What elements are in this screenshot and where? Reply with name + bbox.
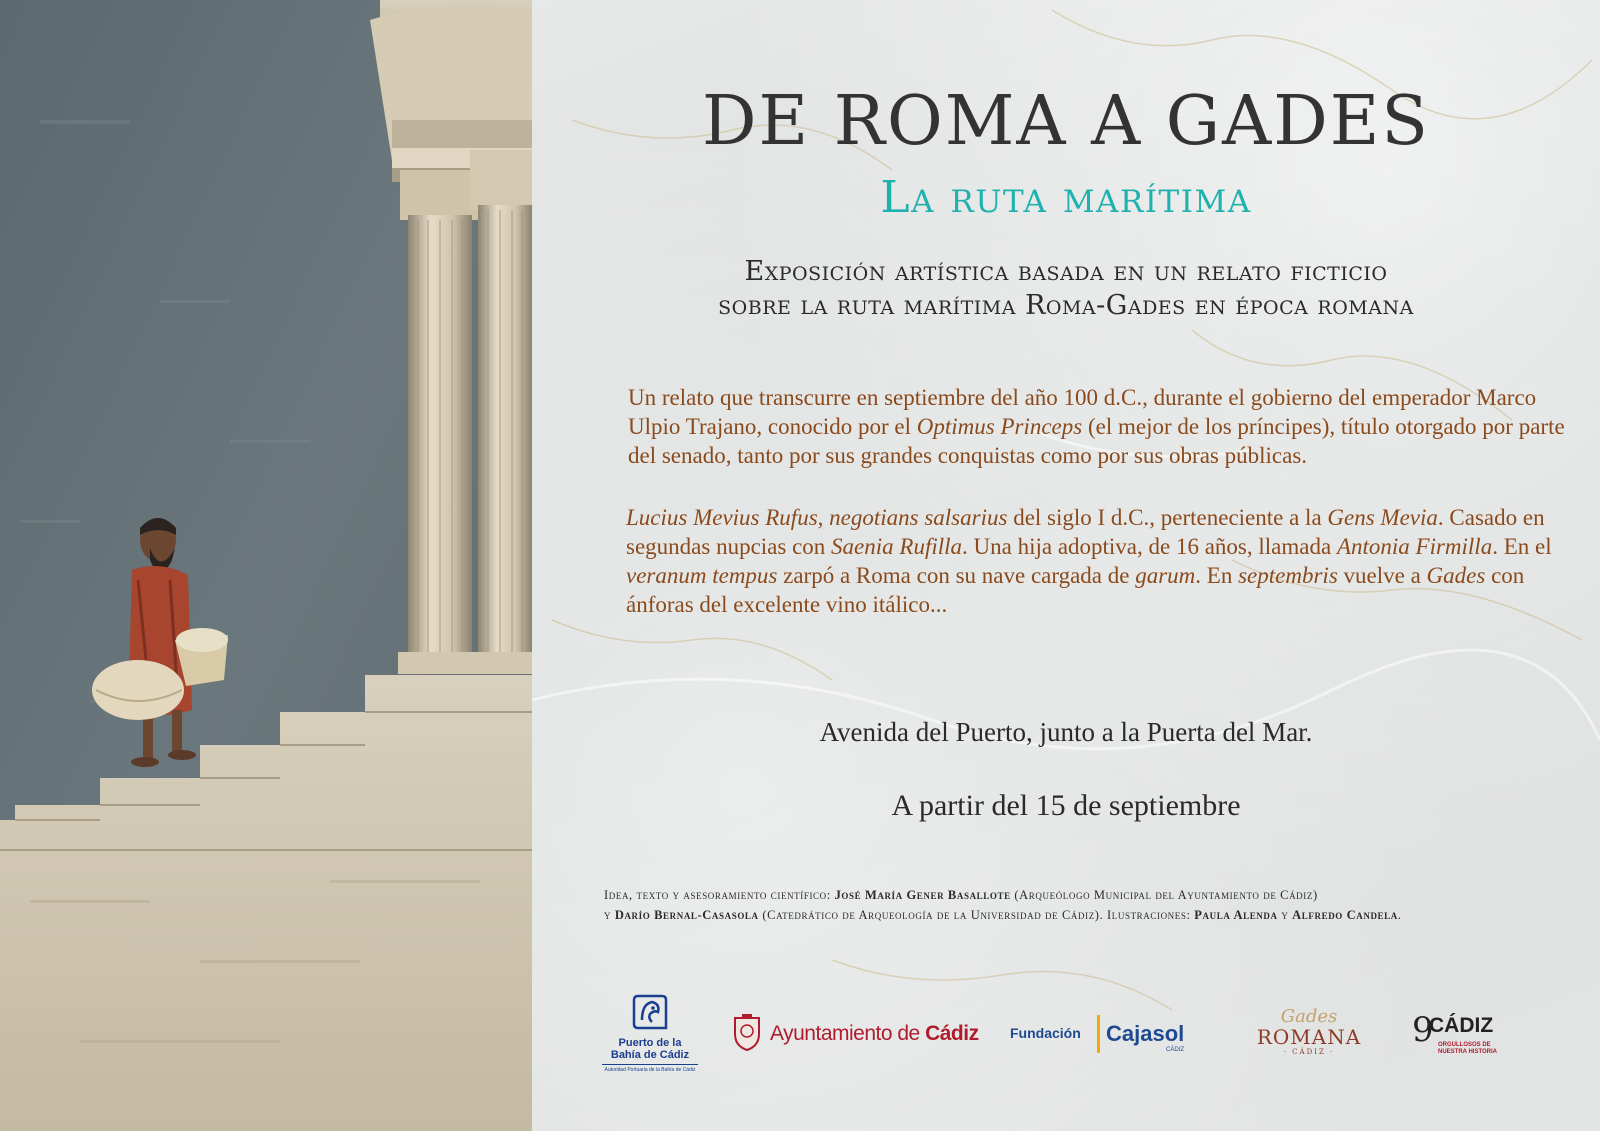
exhibition-title: DE ROMA A GADES (702, 82, 1430, 161)
illustration-roman-temple (0, 0, 532, 1131)
italic-span: Gades (1426, 563, 1486, 588)
exhibition-date: A partir del 15 de septiembre (891, 789, 1241, 822)
logo-text: Gades (1280, 1006, 1338, 1027)
italic-span: Lucius Mevius Rufus (626, 505, 818, 530)
logo-gades-romana (1254, 1008, 1364, 1062)
text-span: . Una hija adoptiva, de 16 años, llamada (962, 534, 1337, 559)
logo-text: CÁDIZ (1429, 1014, 1494, 1037)
tagline-line-1: Exposición artística basada en un relato ficticio (744, 256, 1388, 287)
lion-icon (630, 992, 670, 1032)
text-span: Cádiz (925, 1022, 979, 1045)
logo-text: · CÁDIZ · (1283, 1048, 1335, 1056)
text-span: Un relato que transcurre en septiembre del año 100 d.C., durante el gobierno del emperador Marco Ulpio Trajano, conocido por el (628, 385, 1537, 439)
italic-span: negotians salsarius (829, 505, 1008, 530)
logo-cadiz-orgullosos (1412, 1010, 1522, 1060)
text-span: . En el (1492, 534, 1552, 559)
logo-text: Fundación (1010, 1025, 1081, 1041)
text-span: . Casado en segundas nupcias con (626, 505, 1545, 559)
poster-text-panel (532, 0, 1600, 1131)
text-span: con ánforas del excelente vino itálico... (626, 563, 1525, 617)
logo-text: NUESTRA HISTORIA (1438, 1049, 1498, 1055)
text-span: Ayuntamiento de (770, 1022, 926, 1045)
italic-span: Saenia Rufilla (831, 534, 963, 559)
italic-span: garum (1135, 563, 1196, 588)
logo-text: Autoridad Portuaria de la Bahía de Cádiz (602, 1064, 698, 1073)
story-paragraph-2 (626, 503, 1576, 619)
text-span: del siglo I d.C., perteneciente a la (1007, 505, 1328, 530)
logo-text: Bahía de Cádiz (610, 1049, 690, 1061)
text-span: y (604, 908, 615, 922)
logo-text: Puerto de la (618, 1037, 682, 1049)
italic-span: Optimus Princeps (916, 414, 1083, 439)
credit-name: José María Gener Basallote (834, 888, 1011, 902)
story-paragraph-1 (628, 383, 1568, 470)
logo-text (770, 1022, 979, 1046)
text-span: (el mejor de los príncipes), título otorgado por parte del senado, tanto por sus grandes conquistas como por sus obras públicas. (628, 414, 1565, 468)
logo-divider (1097, 1015, 1100, 1053)
italic-span: septembris (1238, 563, 1338, 588)
exhibition-tagline (532, 255, 1600, 323)
logo-text: Cajasol (1106, 1021, 1185, 1046)
exhibition-venue: Avenida del Puerto, junto a la Puerta del Mar. (819, 717, 1313, 747)
text-span: vuelve a (1337, 563, 1427, 588)
italic-span: Gens Mevia (1327, 505, 1438, 530)
credit-name: Alfredo Candela (1292, 908, 1398, 922)
text-span: . En (1195, 563, 1239, 588)
logo-motto (1438, 1042, 1497, 1056)
credits-line-1 (604, 885, 1584, 905)
text-span: (Arqueólogo Municipal del Ayuntamiento de Cádiz) (1010, 888, 1318, 902)
logo-text: CÁDIZ (1166, 1047, 1184, 1053)
text-span: , (817, 505, 830, 530)
logo-text: ROMANA (1256, 1025, 1362, 1049)
text-span: Idea, texto y asesoramiento científico: (604, 888, 835, 902)
logo-text: 9 (1412, 1010, 1434, 1050)
credit-name: Darío Bernal-Casasola (614, 908, 759, 922)
text-span: y (1277, 908, 1293, 922)
text-span: zarpó a Roma con su nave cargada de (777, 563, 1136, 588)
italic-span: Antonia Firmilla (1336, 534, 1493, 559)
tagline-line-2: sobre la ruta marítima Roma-Gades en época romana (718, 290, 1414, 321)
logo-fundacion-cajasol (1010, 1012, 1210, 1056)
italic-span: veranum tempus (626, 563, 778, 588)
logo-puerto-bahia-cadiz (602, 992, 698, 1080)
credits (604, 885, 1584, 925)
credit-name: Paula Alenda (1194, 908, 1278, 922)
coat-of-arms-icon (732, 1014, 762, 1052)
credits-line-2 (604, 905, 1584, 925)
logo-ayuntamiento-cadiz (732, 1012, 979, 1056)
logo-text: ORGULLOSOS DE (1438, 1042, 1491, 1048)
exhibition-subtitle: La ruta marítima (880, 172, 1252, 223)
text-span: . (1397, 908, 1402, 922)
text-span: (Catedrático de Arqueología de la Universidad de Cádiz). Ilustraciones: (758, 908, 1195, 922)
